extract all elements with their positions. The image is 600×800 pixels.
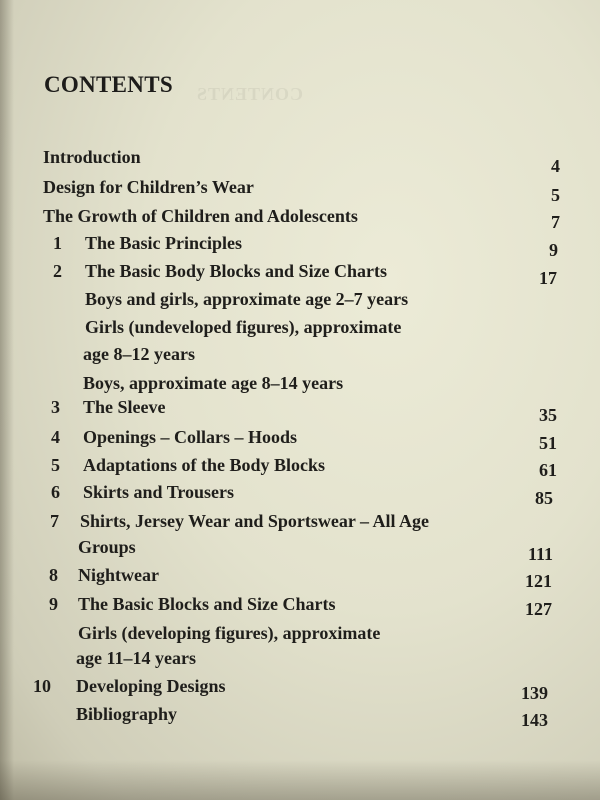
toc-chapter-number: 6 bbox=[51, 482, 60, 502]
toc-entry-title: Openings – Collars – Hoods bbox=[83, 427, 298, 447]
toc-entry-title-continued: Groups bbox=[78, 537, 136, 557]
toc-entry-title: The Basic Blocks and Size Charts bbox=[78, 594, 336, 614]
toc-chapter-number: 1 bbox=[53, 233, 62, 253]
toc-entry-page: 61 bbox=[539, 460, 557, 480]
toc-chapter-number: 7 bbox=[50, 511, 59, 531]
toc-entry-title: The Growth of Children and Adolescents bbox=[43, 206, 358, 226]
page-title: CONTENTS bbox=[44, 72, 173, 97]
toc-chapter-number: 8 bbox=[49, 565, 58, 585]
toc-entry-title: Developing Designs bbox=[76, 676, 226, 696]
toc-entry-page: 7 bbox=[551, 212, 560, 232]
toc-chapter-number: 5 bbox=[51, 455, 60, 475]
toc-subentry: age 8–12 years bbox=[83, 344, 195, 364]
toc-entry-title: Nightwear bbox=[78, 565, 159, 585]
toc-entry-page: 5 bbox=[551, 185, 560, 205]
toc-entry-title: Skirts and Trousers bbox=[83, 482, 235, 502]
toc-chapter-number: 10 bbox=[33, 676, 51, 696]
toc-entry-page: 127 bbox=[525, 599, 552, 619]
page-bottom-shadow bbox=[0, 760, 600, 800]
toc-subentry: Boys, approximate age 8–14 years bbox=[83, 373, 344, 393]
toc-entry-page: 51 bbox=[539, 433, 557, 453]
toc-entry-page: 35 bbox=[539, 405, 557, 425]
show-through-text: CONTENTS bbox=[196, 84, 304, 104]
toc-subentry: Boys and girls, approximate age 2–7 years bbox=[85, 289, 409, 309]
page-edge-shadow bbox=[0, 0, 14, 800]
toc-entry-title: Adaptations of the Body Blocks bbox=[83, 455, 326, 475]
toc-entry-page: 85 bbox=[535, 488, 553, 508]
toc-entry-page: 17 bbox=[539, 268, 557, 288]
toc-subentry: Girls (undeveloped figures), approximate bbox=[85, 317, 402, 337]
toc-chapter-number: 2 bbox=[53, 261, 62, 281]
toc-entry-page: 139 bbox=[521, 683, 548, 703]
toc-entry-title: The Basic Body Blocks and Size Charts bbox=[85, 261, 388, 281]
toc-entry-page: 121 bbox=[525, 571, 552, 591]
toc-entry-title: Shirts, Jersey Wear and Sportswear – All Age bbox=[80, 511, 430, 531]
toc-chapter-number: 9 bbox=[49, 594, 58, 614]
toc-entry-title: The Basic Principles bbox=[85, 233, 242, 253]
toc-subentry: age 11–14 years bbox=[76, 648, 196, 668]
toc-entry-title: Bibliography bbox=[76, 704, 178, 724]
toc-entry-title: Design for Children’s Wear bbox=[43, 177, 254, 197]
toc-subentry: Girls (developing figures), approximate bbox=[78, 623, 381, 643]
toc-chapter-number: 3 bbox=[51, 397, 60, 417]
toc-entry-title: The Sleeve bbox=[83, 397, 166, 417]
toc-entry-page: 143 bbox=[521, 710, 548, 730]
toc-entry-page: 4 bbox=[551, 156, 560, 176]
toc-chapter-number: 4 bbox=[51, 427, 60, 447]
toc-entry-page: 9 bbox=[549, 240, 558, 260]
toc-entry-page: 111 bbox=[527, 544, 553, 564]
toc-entry-title: Introduction bbox=[43, 147, 141, 167]
